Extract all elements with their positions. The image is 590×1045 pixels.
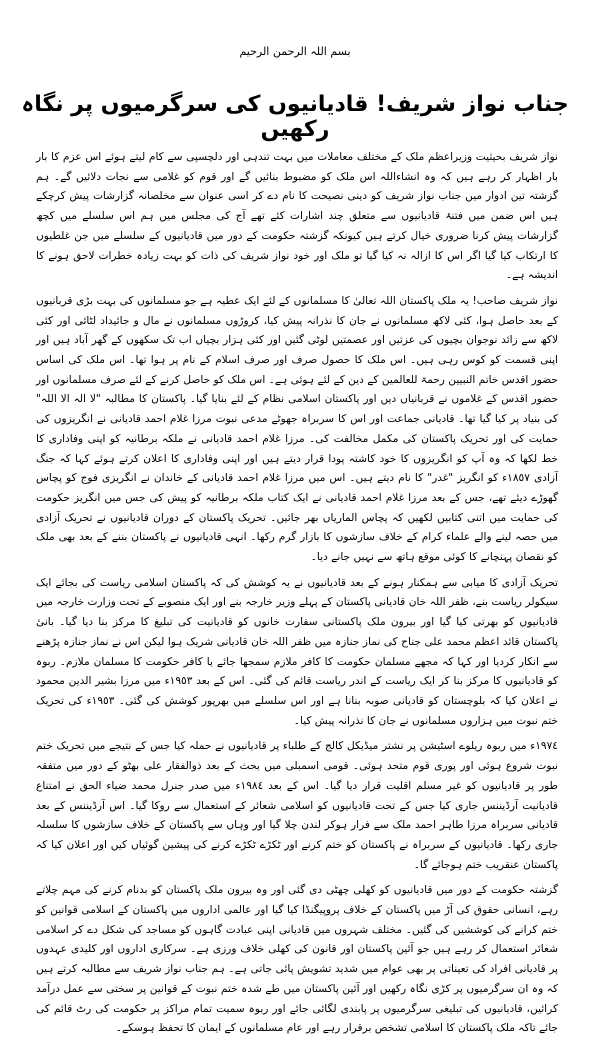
paragraph: نواز شریف صاحب! یہ ملک پاکستان اللہ تعالیٰ کا مسلمانوں کے لئے ایک عطیہ ہے جو مسلمانوں کی بہت بڑی قربانیوں کے بعد حاصل ہوا، کئی لاکھ مسلمانوں نے جان کا نذرانہ پیش کیا، کروڑوں مسلمانوں نے مال و جائیداد لٹائی اور کئی لاکھ سے زائد نوجوان بچیوں کی عزتیں اور عصمتیں لوٹی گئیں اور کئی ہزار بچیاں اب تک سکھوں کے گھر آباد ہیں اور اپنی قسمت کو کوس رہی ہیں۔ اس ملک کا حصول صرف اور صرف اسلام کے نام پر ہوا تھا۔ اس ملک کی اساس حضور اقدس خاتم النبیین رحمۃ للعالمین کے دین کے لئے ہوئی ہے۔ اس ملک کو حاصل کرنے کے لئے صرف مسلمانوں اور حضور اقدس کے غلاموں نے قربانیاں دیں اور پاکستان اسلامی نظام کے لئے بنایا گیا۔ پاکستان کا مطالبہ "لا الہ الا اللہ" کی بنیاد پر کیا گیا تھا۔ قادیانی جماعت اور اس کا سربراہ جھوٹے مدعی نبوت مرزا غلام احمد قادیانی نے انگریزوں کی حمایت کی اور تحریک پاکستان کی مکمل مخالفت کی۔ مرزا غلام احمد قادیانی نے ملکہ برطانیہ کو اپنی وفاداری کا خط لکھا کہ وہ آپ کو انگریزوں کا خود کاشتہ پودا قرار دیتے ہیں اور اپنی وفاداری کا اعلان کرتے ہوئے کہا کہ جنگ آزادی ١٨٥٧ء کو انگریز "غدر" کا نام دیتے ہیں۔ اس میں مرزا غلام احمد قادیانی کے خاندان نے انگریزی فوج کو پچاس گھوڑے دیئے تھے، جس کے بعد مرزا غلام احمد قادیانی نے ایک کتاب ملکہ برطانیہ کو پیش کی جس میں انگریز حکومت کی حمایت میں اتنی کتابیں لکھیں کہ پچاس الماریاں بھر جائیں۔ تحریک پاکستان کے دوران قادیانیوں نے تحریک آزادی میں حصہ لینے والے علماء کرام کے خلاف سازشوں کا بازار گرم رکھا۔ انہی قادیانیوں نے پاکستان بننے کے بعد بھی ملک کو نقصان پہنچانے کا کوئی موقع ہاتھ سے نہیں جانے دیا۔ [36, 294, 558, 564]
paragraph: ١٩٧٤ء میں ربوہ ریلوے اسٹیشن پر نشتر میڈیکل کالج کے طلباء پر قادیانیوں نے حملہ کیا جس کے نتیجے میں تحریک ختم نبوت شروع ہوئی اور پوری قوم متحد ہوئی۔ قومی اسمبلی میں بحث کے بعد ذوالفقار علی بھٹو کے دور میں متفقہ طور پر قادیانیوں کو غیر مسلم اقلیت قرار دیا گیا۔ اس کے بعد ١٩٨٤ء میں صدر جنرل محمد ضیاء الحق نے امتناع قادیانیت آرڈیننس جاری کیا جس کے تحت قادیانیوں کو اسلامی شعائر کے استعمال سے روکا گیا۔ اس آرڈیننس کے بعد قادیانی سربراہ مرزا طاہر احمد ملک سے فرار ہوکر لندن چلا گیا اور وہاں سے پاکستان کے خلاف سازشوں کا سلسلہ جاری رکھا۔ قادیانیوں کے سربراہ نے پاکستان کو ختم کرنے اور ٹکڑے ٹکڑے کرنے کی پیشین گوئیاں کیں اور اعلان کیا کہ پاکستان عنقریب ختم ہوجائے گا۔ [36, 740, 558, 871]
paragraph: گزشتہ حکومت کے دور میں قادیانیوں کو کھلی چھٹی دی گئی اور وہ بیرون ملک پاکستان کو بدنام کرنے کی مہم چلاتے رہے، انسانی حقوق کی آڑ میں پاکستان کے خلاف پروپیگنڈا کیا گیا اور عالمی اداروں میں پاکستان کے اسلامی قوانین کو ختم کرانے کی کوششیں کی گئیں۔ مختلف شہروں میں قادیانی اپنی عبادت گاہوں کو مساجد کی شکل دے کر اسلامی شعائر استعمال کر رہے ہیں جو آئین پاکستان اور قانون کی کھلی خلاف ورزی ہے۔ سرکاری اداروں اور کلیدی عہدوں پر قادیانی افراد کی تعیناتی پر بھی عوام میں شدید تشویش پائی جاتی ہے۔ ہم جناب نواز شریف سے مطالبہ کرتے ہیں کہ وہ ان سرگرمیوں پر کڑی نگاہ رکھیں اور آئین پاکستان میں طے شدہ ختم نبوت کے قوانین پر سختی سے عمل درآمد کرائیں، قادیانیوں کی تبلیغی سرگرمیوں پر پابندی لگائی جائے اور ربوہ سمیت تمام مراکز پر حکومت کی رٹ قائم کی جائے تاکہ ملک پاکستان کا اسلامی تشخص برقرار رہے اور عام مسلمانوں کے ایمان کا تحفظ ہوسکے۔ [36, 884, 558, 1035]
paragraph: تحریک آزادی کا میابی سے ہمکنار ہونے کے بعد قادیانیوں نے یہ کوشش کی کہ پاکستان اسلامی ریاست کی بجائے ایک سیکولر ریاست بنے، ظفر اللہ خان قادیانی پاکستان کے پہلے وزیر خارجہ بنے اور ایک منصوبے کے تحت وزارت خارجہ میں قادیانیوں کو بھرتی کیا گیا اور بیرون ملک پاکستانی سفارت خانوں کو قادیانیت کی تبلیغ کا مرکز بنا دیا گیا۔ بانیٔ پاکستان قائد اعظم محمد علی جناح کی نماز جنازہ میں ظفر اللہ خان قادیانی شریک ہوا لیکن اس نے نماز جنازہ پڑھنے سے انکار کردیا اور کہا کہ مجھے مسلمان حکومت کا کافر ملازم سمجھا جائے یا کافر حکومت کا مسلمان ملازم۔ ربوہ کو قادیانیوں کا مرکز بنا کر ایک ریاست کے اندر ریاست قائم کی گئی۔ اس کے بعد ١٩٥٣ء میں مرزا بشیر الدین محمود نے اعلان کیا کہ بلوچستان کو قادیانی صوبہ بنانا ہے اور اس سلسلے میں بھرپور کوشش کی گئی۔ ١٩٥٣ء کی تحریک ختم نبوت میں ہزاروں مسلمانوں نے جان کا نذرانہ پیش کیا۔ [36, 576, 558, 727]
article-title: جناب نواز شریف! قادیانیوں کی سرگرمیوں پر نگاہ رکھیں [21, 92, 569, 142]
paragraph: نواز شریف بحیثیت وزیراعظم ملک کے مختلف معاملات میں بہت تندہی اور دلچسپی سے کام لیتے ہوئے اس عزم کا بار بار اظہار کر رہے ہیں کہ وہ انشاءاللہ اس ملک کو مضبوط بنائیں گے اور قوم کو غلامی سے نجات دلائیں گے۔ ہم گزشتہ تین ادوار میں جناب نواز شریف کو دینی نصیحت کا نام دے کر اسی عنوان سے مخلصانہ گزارشات پیش کرچکے ہیں اس ضمن میں فتنۂ قادیانیوں سے متعلق چند اشارات کئے تھے آج کی مجلس میں ہم اس سلسلے میں کچھ گزارشات پیش کرنا ضروری خیال کرتے ہیں کیونکہ گزشتہ حکومت کے دور میں قادیانیوں کے سلسلے میں جن غلطیوں کا ارتکاب کیا گیا اگر اس کا ازالہ نہ کیا گیا تو ملک اور خود نواز شریف کی ذات کو بہت زیادہ خطرات لاحق ہونے کا اندیشہ ہے۔ [36, 151, 558, 282]
bismillah-heading: بسم اللہ الرحمن الرحیم [239, 45, 351, 58]
article-body [36, 148, 558, 1045]
